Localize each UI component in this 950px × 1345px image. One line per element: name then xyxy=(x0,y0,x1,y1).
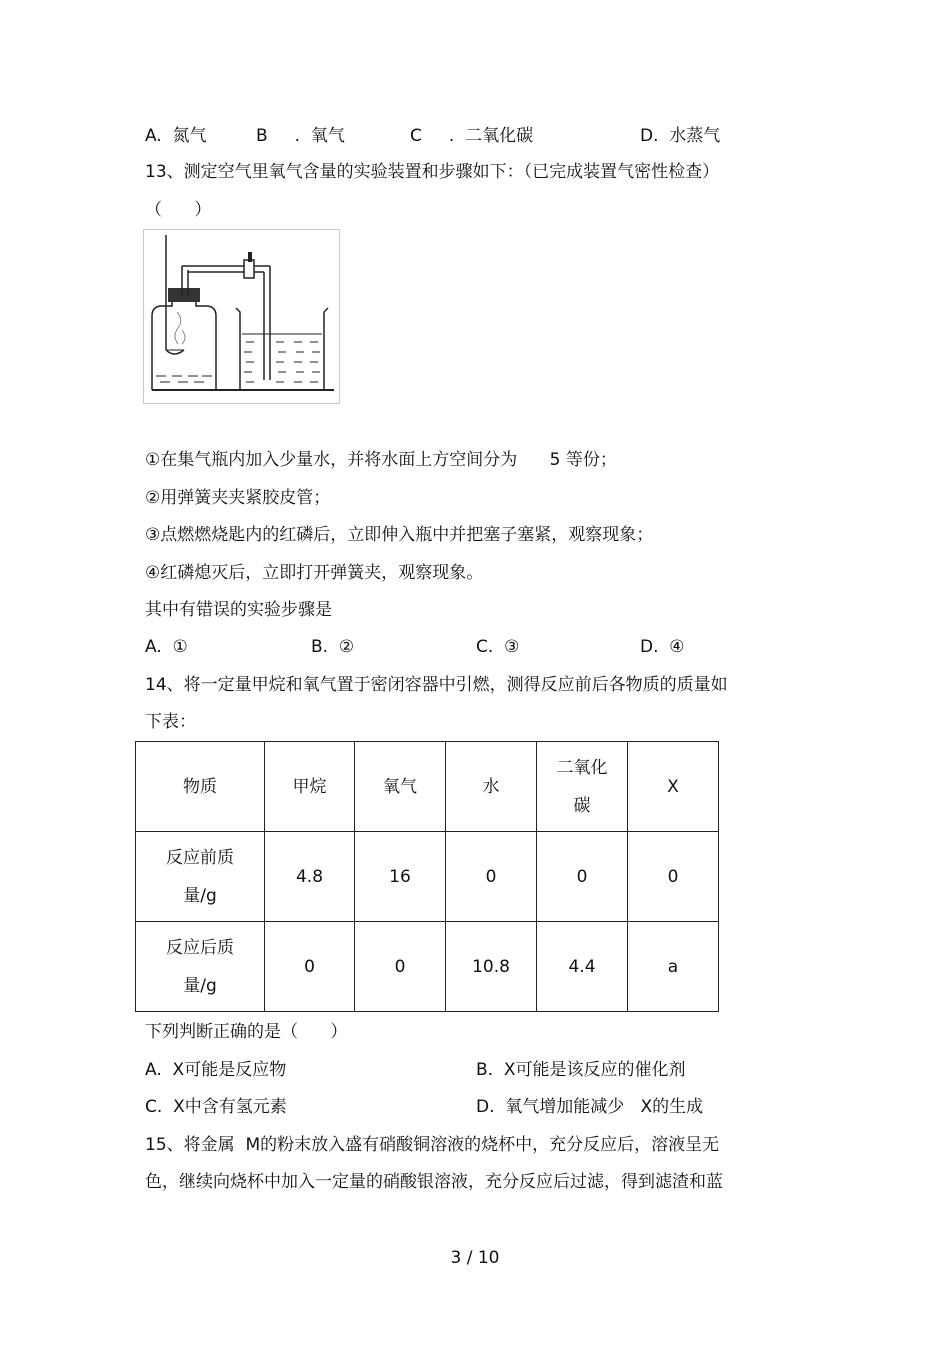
q13-option-a: A. ① xyxy=(145,637,188,657)
q13-title: 13、测定空气里氧气含量的实验装置和步骤如下：（已完成装置气密性检查） xyxy=(145,162,720,182)
apparatus-figure xyxy=(143,229,340,404)
q14-title-line1: 14、将一定量甲烷和氧气置于密闭容器中引燃，测得反应前后各物质的质量如 xyxy=(145,675,728,695)
table-cell: a xyxy=(628,922,719,1012)
q14-prompt: 下列判断正确的是（ ） xyxy=(145,1022,348,1042)
table-cell: 4.8 xyxy=(265,832,355,922)
q15-line1: 15、将金属 M的粉末放入盛有硝酸铜溶液的烧杯中，充分反应后，溶液呈无 xyxy=(145,1135,720,1155)
table-row xyxy=(136,832,719,922)
q14-option-b: B. X可能是该反应的催化剂 xyxy=(476,1060,686,1080)
table-header-cell: X xyxy=(628,742,719,832)
table-header-cell: 氧气 xyxy=(355,742,446,832)
table-cell: 0 xyxy=(628,832,719,922)
table-header-cell: 二氧化碳 xyxy=(537,742,628,832)
q14-title-line2: 下表： xyxy=(145,712,196,732)
q13-option-b: B. ② xyxy=(311,637,355,657)
q12-option-d: D. 水蒸气 xyxy=(640,126,721,146)
table-cell: 反应前质量/g xyxy=(136,832,265,922)
q14-option-d: D. 氧气增加能减少 X的生成 xyxy=(476,1097,704,1117)
table-cell: 反应后质量/g xyxy=(136,922,265,1012)
table-cell: 0 xyxy=(355,922,446,1012)
page-number: 3 / 10 xyxy=(450,1248,500,1268)
table-cell: 0 xyxy=(265,922,355,1012)
q14-option-c: C. X中含有氢元素 xyxy=(145,1097,287,1117)
table-row xyxy=(136,922,719,1012)
q13-step-3: ③点燃燃烧匙内的红磷后，立即伸入瓶中并把塞子塞紧，观察现象； xyxy=(145,525,654,545)
q13-prompt: 其中有错误的实验步骤是 xyxy=(145,600,332,620)
table-header-cell: 物质 xyxy=(136,742,265,832)
q13-option-c: C. ③ xyxy=(476,637,520,657)
table-header-cell: 水 xyxy=(446,742,537,832)
q15-line2: 色，继续向烧杯中加入一定量的硝酸银溶液，充分反应后过滤，得到滤渣和蓝 xyxy=(145,1172,723,1192)
table-cell: 16 xyxy=(355,832,446,922)
table-cell: 10.8 xyxy=(446,922,537,1012)
q13-step-4: ④红磷熄灭后，立即打开弹簧夹，观察现象。 xyxy=(145,563,484,583)
q14-option-a: A. X可能是反应物 xyxy=(145,1060,287,1080)
table-cell: 0 xyxy=(537,832,628,922)
q13-step-1: ①在集气瓶内加入少量水，并将水面上方空间分为 5 等份； xyxy=(145,450,617,470)
apparatus-diagram xyxy=(144,230,339,403)
table-header-cell: 甲烷 xyxy=(265,742,355,832)
q12-option-a: A. 氮气 xyxy=(145,126,207,146)
table-cell: 0 xyxy=(446,832,537,922)
table-cell: 4.4 xyxy=(537,922,628,1012)
table-header-row xyxy=(136,742,719,832)
q13-step-2: ②用弹簧夹夹紧胶皮管； xyxy=(145,488,331,508)
q13-blank: （ ） xyxy=(145,200,212,220)
mass-table xyxy=(135,741,719,1012)
q12-option-b: B . 氧气 xyxy=(256,126,345,146)
q12-option-c: C . 二氧化碳 xyxy=(410,126,534,146)
q13-option-d: D. ④ xyxy=(640,637,685,657)
